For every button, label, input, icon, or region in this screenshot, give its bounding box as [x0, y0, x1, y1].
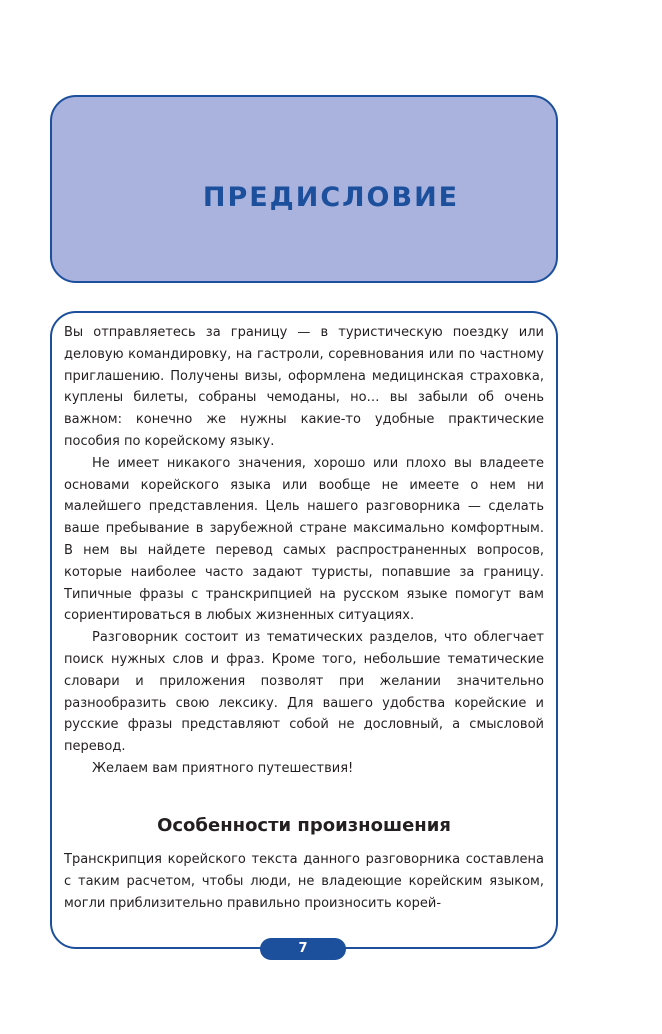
preface-paragraph-3: Разговорник состоит из тематических разделов, что облегчает поиск нужных слов и фраз. Кроме того, небольшие тематические словари и приложения позволят при желании значительно разнообразить свою лексику. Для вашего удобства корейские и русские фразы представляют собой не дословный, а смысловой перевод. [64, 630, 544, 755]
preface-paragraph-2: Не имеет никакого значения, хорошо или плохо вы владеете основами корейского языка или вообще не имеете о нем ни малейшего представления. Цель нашего разговорника — сделать ваше пребывание в зарубежной стране максимально комфортным. В нем вы найдете перевод самых распространенных вопросов, которые наиболее часто задают туристы, попавшие за границу. Типичные фразы с транскрипцией на русском языке помогут вам сориентироваться в любых жизненных ситуациях. [64, 455, 544, 624]
preface-text [64, 322, 544, 780]
section-heading: Особенности произношения [157, 815, 451, 836]
section-paragraph: Транскрипция корейского текста данного разговорника составлена с таким расчетом, чтобы люди, не владеющие корейским языком, могли приблизительно правильно произносить корей- [64, 852, 544, 911]
preface-paragraph-4: Желаем вам приятного путешествия! [92, 760, 354, 776]
preface-paragraph-1: Вы отправляетесь за границу — в туристическую поездку или деловую командировку, на гастроли, соревнования или по частному приглашению. Получены визы, оформлена медицинская страховка, куплены билеты, собраны чемоданы, но… вы забыли об очень важном: конечно же нужны какие-то удобные практические пособия по корейскому языку. [64, 325, 544, 449]
page-title: ПРЕДИСЛОВИЕ [202, 182, 460, 213]
page-number-badge: 7 [260, 938, 346, 960]
section-text [64, 849, 544, 914]
